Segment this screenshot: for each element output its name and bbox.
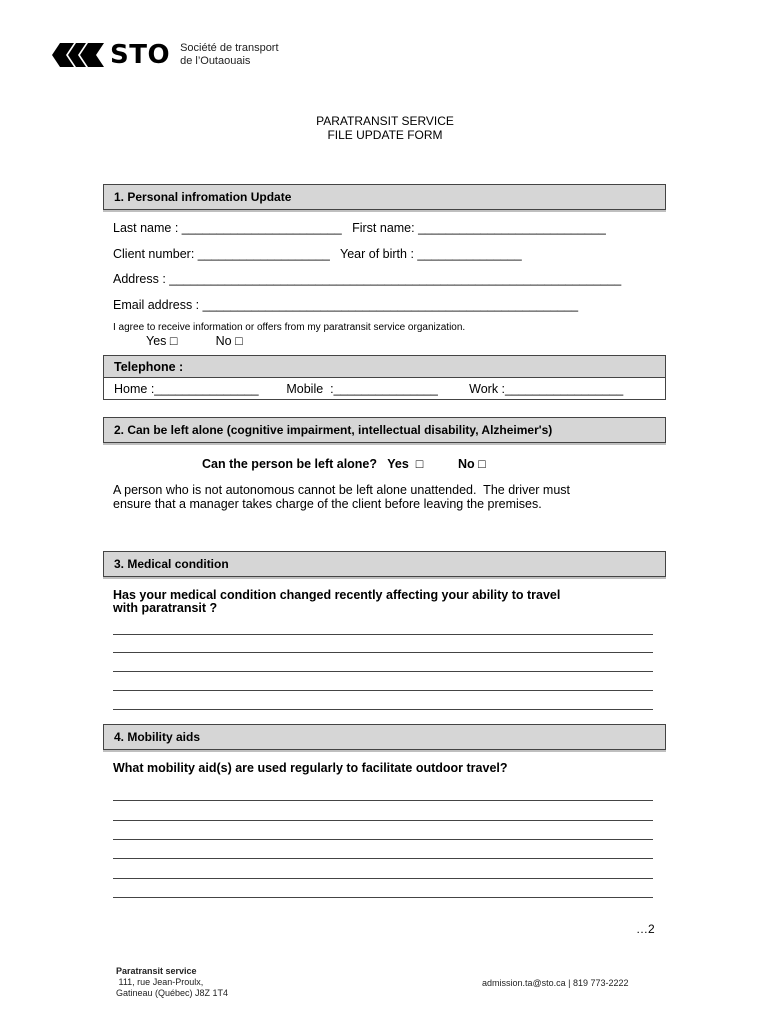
telephone-fields[interactable]: Home :_______________ Mobile :_______________ Work :_________________ (114, 382, 624, 396)
answer-line[interactable] (113, 800, 653, 801)
telephone-box (103, 355, 666, 400)
consent-checkboxes[interactable]: Yes □ No □ (146, 334, 243, 348)
page-continuation: …2 (636, 922, 655, 936)
mobility-question: What mobility aid(s) are used regularly to facilitate outdoor travel? (113, 761, 508, 775)
answer-line[interactable] (113, 858, 653, 859)
address-field[interactable]: Address : _________________________________________________________________ (113, 272, 622, 286)
logo-subtitle: Société de transport de l’Outaouais (180, 42, 279, 67)
section-4-header: 4. Mobility aids (103, 724, 666, 750)
answer-line[interactable] (113, 634, 653, 635)
footer-address: Paratransit service 111, rue Jean-Proulx, Gatineau (Québec) J8Z 1T4 (116, 966, 229, 998)
answer-line[interactable] (113, 820, 653, 821)
form-title: PARATRANSIT SERVICE FILE UPDATE FORM (316, 114, 454, 142)
answer-line[interactable] (113, 839, 653, 840)
logo-wordmark: STO (110, 40, 171, 70)
sto-logo (52, 40, 279, 70)
autonomy-note-line-1: A person who is not autonomous cannot be left alone unattended. The driver must (113, 483, 571, 497)
answer-line[interactable] (113, 671, 653, 672)
answer-line[interactable] (113, 690, 653, 691)
answer-line[interactable] (113, 709, 653, 710)
section-3-header: 3. Medical condition (103, 551, 666, 577)
answer-line[interactable] (113, 878, 653, 879)
left-alone-question[interactable]: Can the person be left alone? Yes □ No □ (202, 457, 486, 471)
telephone-header: Telephone : (104, 356, 665, 378)
autonomy-note-line-2: ensure that a manager takes charge of the client before leaving the premises. (113, 497, 542, 511)
answer-line[interactable] (113, 897, 653, 898)
consent-text: I agree to receive information or offers from my paratransit service organization. (113, 322, 466, 333)
answer-line[interactable] (113, 652, 653, 653)
medical-question-line-1: Has your medical condition changed recently affecting your ability to travel (113, 588, 561, 602)
email-field[interactable]: Email address : ______________________________________________________ (113, 298, 579, 312)
name-fields[interactable]: Last name : _______________________ First name: ___________________________ (113, 221, 606, 235)
section-1-header: 1. Personal infromation Update (103, 184, 666, 210)
sto-emblem-icon (52, 43, 104, 67)
section-2-header: 2. Can be left alone (cognitive impairment, intellectual disability, Alzheimer's) (103, 417, 666, 443)
footer-contact: admission.ta@sto.ca | 819 773-2222 (482, 978, 629, 988)
medical-question-line-2: with paratransit ? (113, 601, 218, 615)
client-number-field[interactable]: Client number: ___________________ Year of birth : _______________ (113, 247, 522, 261)
